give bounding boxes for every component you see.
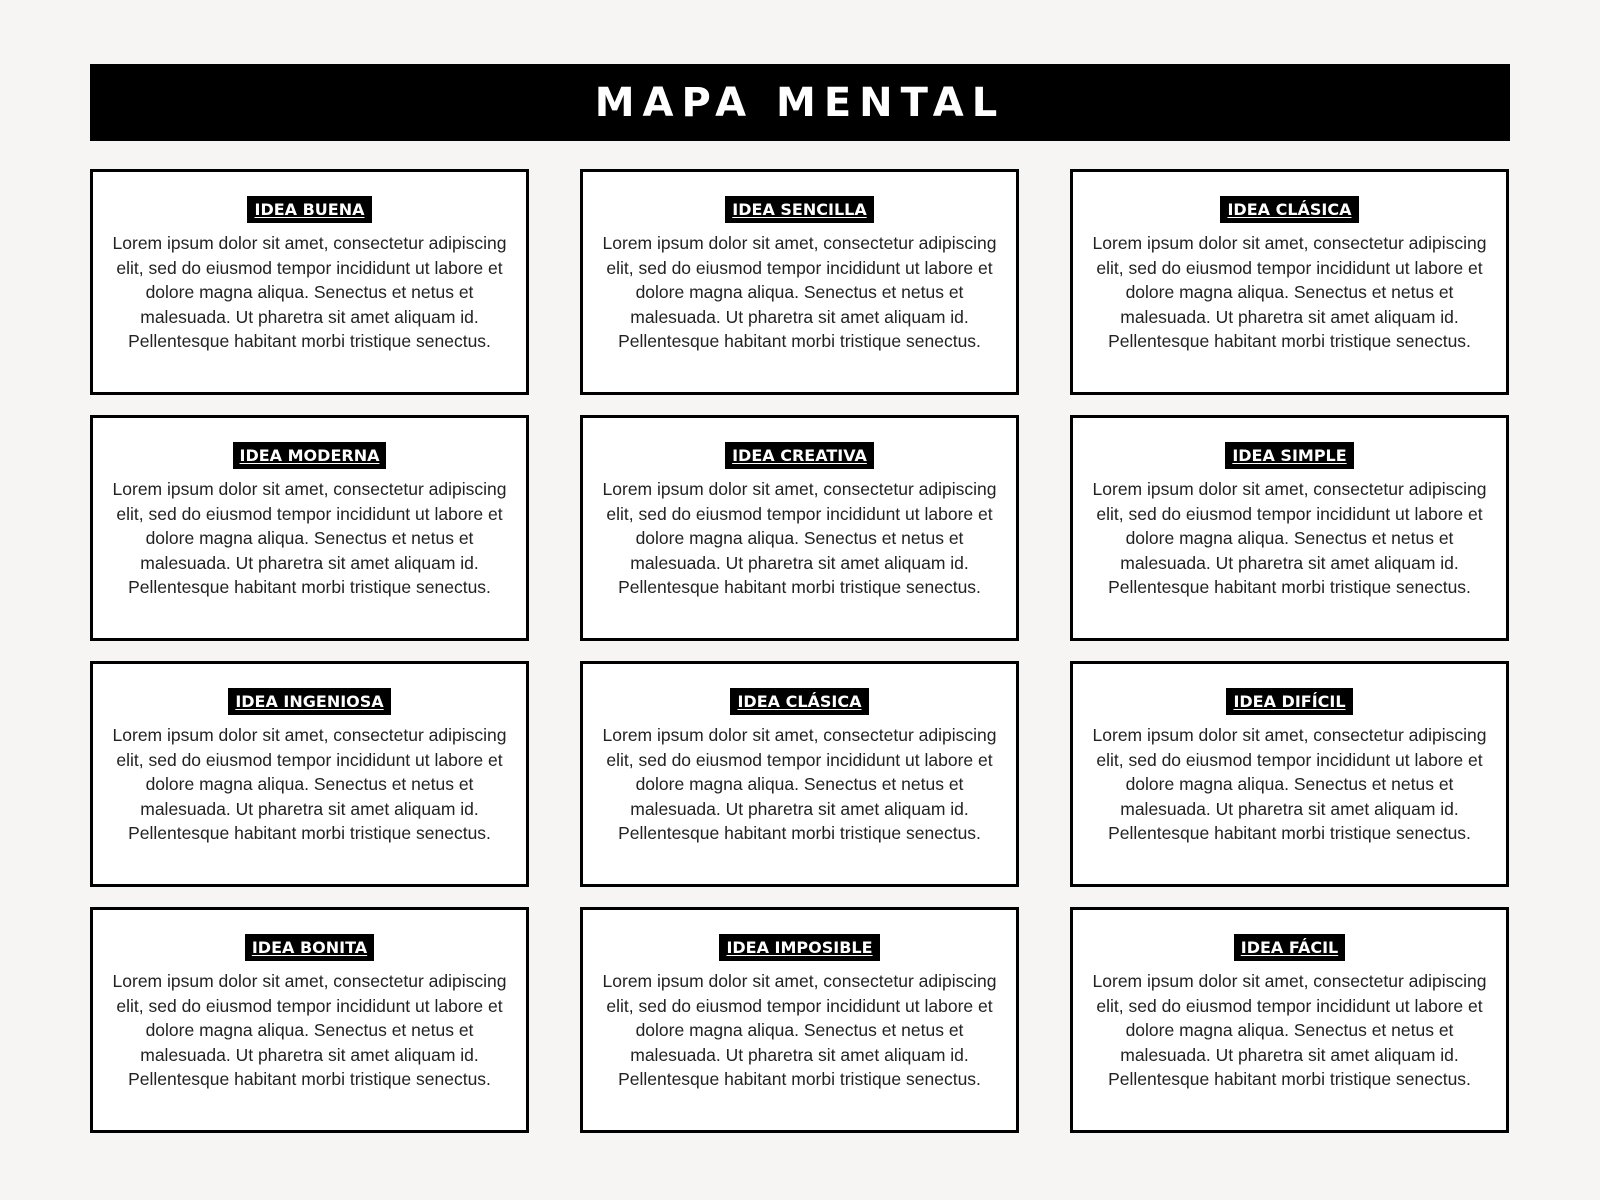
- idea-card: [580, 661, 1019, 887]
- idea-card-label: IDEA SIMPLE: [1225, 442, 1353, 469]
- idea-card-text: Lorem ipsum dolor sit amet, consectetur adipiscing elit, sed do eiusmod tempor incididunt ut labore et dolore magna aliqua. Senectus et netus et malesuada. Ut pharetra sit amet aliquam id. Pellentesque habitant morbi tristique senectus.: [112, 725, 507, 844]
- idea-card-label: IDEA CLÁSICA: [730, 688, 868, 715]
- idea-card-label: IDEA DIFÍCIL: [1226, 688, 1352, 715]
- idea-card-text: Lorem ipsum dolor sit amet, consectetur adipiscing elit, sed do eiusmod tempor incididunt ut labore et dolore magna aliqua. Senectus et netus et malesuada. Ut pharetra sit amet aliquam id. Pellentesque habitant morbi tristique senectus.: [1092, 479, 1487, 598]
- idea-card-text: Lorem ipsum dolor sit amet, consectetur adipiscing elit, sed do eiusmod tempor incididunt ut labore et dolore magna aliqua. Senectus et netus et malesuada. Ut pharetra sit amet aliquam id. Pellentesque habitant morbi tristique senectus.: [602, 479, 997, 598]
- idea-card-text: Lorem ipsum dolor sit amet, consectetur adipiscing elit, sed do eiusmod tempor incididunt ut labore et dolore magna aliqua. Senectus et netus et malesuada. Ut pharetra sit amet aliquam id. Pellentesque habitant morbi tristique senectus.: [112, 971, 507, 1090]
- idea-grid: [90, 169, 1510, 1133]
- idea-card: [90, 907, 529, 1133]
- idea-card-text: Lorem ipsum dolor sit amet, consectetur adipiscing elit, sed do eiusmod tempor incididunt ut labore et dolore magna aliqua. Senectus et netus et malesuada. Ut pharetra sit amet aliquam id. Pellentesque habitant morbi tristique senectus.: [1092, 233, 1487, 352]
- idea-card-label: IDEA IMPOSIBLE: [719, 934, 879, 961]
- idea-card-text: Lorem ipsum dolor sit amet, consectetur adipiscing elit, sed do eiusmod tempor incididunt ut labore et dolore magna aliqua. Senectus et netus et malesuada. Ut pharetra sit amet aliquam id. Pellentesque habitant morbi tristique senectus.: [602, 725, 997, 844]
- idea-card: [90, 415, 529, 641]
- idea-card-label: IDEA MODERNA: [233, 442, 387, 469]
- idea-card-text: Lorem ipsum dolor sit amet, consectetur adipiscing elit, sed do eiusmod tempor incididunt ut labore et dolore magna aliqua. Senectus et netus et malesuada. Ut pharetra sit amet aliquam id. Pellentesque habitant morbi tristique senectus.: [112, 233, 507, 352]
- idea-card-text: Lorem ipsum dolor sit amet, consectetur adipiscing elit, sed do eiusmod tempor incididunt ut labore et dolore magna aliqua. Senectus et netus et malesuada. Ut pharetra sit amet aliquam id. Pellentesque habitant morbi tristique senectus.: [602, 971, 997, 1090]
- idea-card: [1070, 661, 1509, 887]
- idea-card-label: IDEA FÁCIL: [1234, 934, 1345, 961]
- page-title: MAPA MENTAL: [594, 79, 1006, 126]
- idea-card-label: IDEA INGENIOSA: [228, 688, 390, 715]
- idea-card-label: IDEA BONITA: [245, 934, 374, 961]
- title-banner: [90, 64, 1510, 141]
- idea-card-label: IDEA SENCILLA: [725, 196, 873, 223]
- idea-card-text: Lorem ipsum dolor sit amet, consectetur adipiscing elit, sed do eiusmod tempor incididunt ut labore et dolore magna aliqua. Senectus et netus et malesuada. Ut pharetra sit amet aliquam id. Pellentesque habitant morbi tristique senectus.: [602, 233, 997, 352]
- idea-card: [580, 907, 1019, 1133]
- idea-card: [580, 169, 1019, 395]
- idea-card: [90, 169, 529, 395]
- idea-card: [580, 415, 1019, 641]
- idea-card: [1070, 907, 1509, 1133]
- idea-card-label: IDEA CREATIVA: [725, 442, 874, 469]
- idea-card-text: Lorem ipsum dolor sit amet, consectetur adipiscing elit, sed do eiusmod tempor incididunt ut labore et dolore magna aliqua. Senectus et netus et malesuada. Ut pharetra sit amet aliquam id. Pellentesque habitant morbi tristique senectus.: [1092, 725, 1487, 844]
- idea-card-label: IDEA CLÁSICA: [1220, 196, 1358, 223]
- idea-card-label: IDEA BUENA: [247, 196, 371, 223]
- idea-card-text: Lorem ipsum dolor sit amet, consectetur adipiscing elit, sed do eiusmod tempor incididunt ut labore et dolore magna aliqua. Senectus et netus et malesuada. Ut pharetra sit amet aliquam id. Pellentesque habitant morbi tristique senectus.: [1092, 971, 1487, 1090]
- idea-card: [1070, 415, 1509, 641]
- idea-card: [1070, 169, 1509, 395]
- idea-card: [90, 661, 529, 887]
- idea-card-text: Lorem ipsum dolor sit amet, consectetur adipiscing elit, sed do eiusmod tempor incididunt ut labore et dolore magna aliqua. Senectus et netus et malesuada. Ut pharetra sit amet aliquam id. Pellentesque habitant morbi tristique senectus.: [112, 479, 507, 598]
